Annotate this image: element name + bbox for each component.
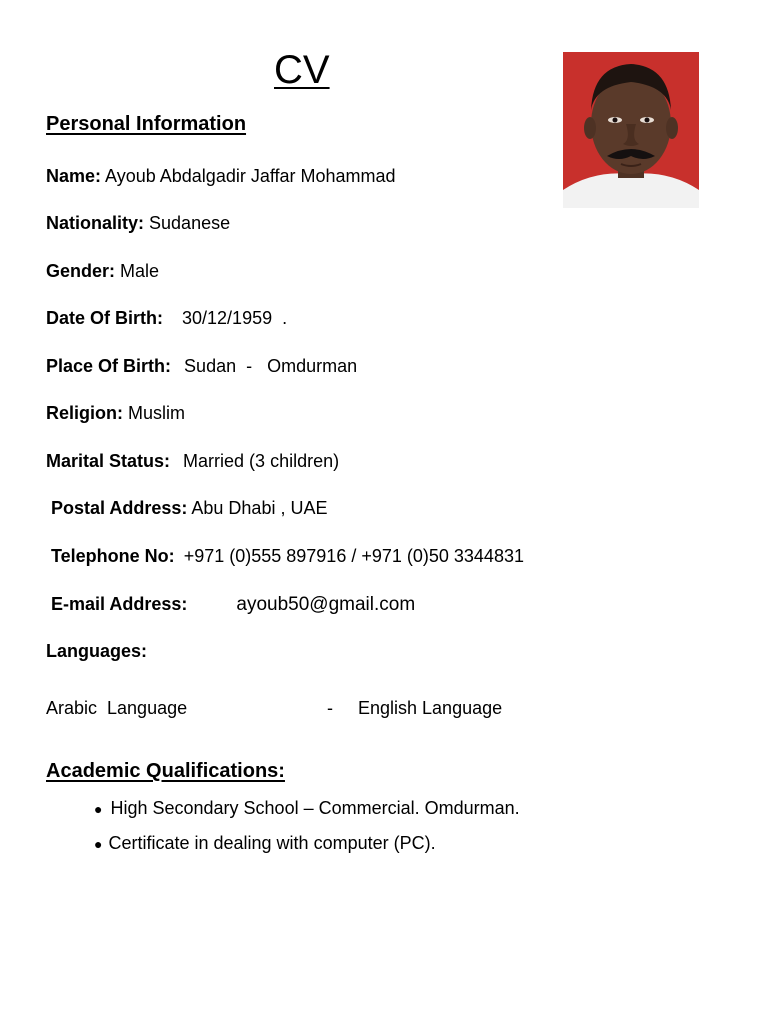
language-separator: - <box>327 698 333 718</box>
email-row <box>51 594 415 616</box>
pob-value: Sudan - Omdurman <box>184 356 358 376</box>
dob-value: 30/12/1959 . <box>182 308 288 328</box>
list-item <box>94 833 436 854</box>
nationality-value: Sudanese <box>149 213 231 233</box>
religion-row <box>46 403 185 424</box>
bullet-icon: ● <box>94 801 103 817</box>
bullet-icon: ● <box>94 836 103 852</box>
gender-row <box>46 261 159 282</box>
email-value[interactable]: ayoub50@gmail.com <box>236 594 416 615</box>
email-label: E-mail Address: <box>51 594 188 614</box>
name-value: Ayoub Abdalgadir Jaffar Mohammad <box>105 166 396 186</box>
name-label: Name: <box>46 166 102 186</box>
languages-label: Languages: <box>46 641 148 661</box>
portrait-image <box>563 52 699 208</box>
cv-title: CV <box>274 48 330 92</box>
postal-value: Abu Dhabi , UAE <box>191 498 328 518</box>
marital-label: Marital Status: <box>46 451 171 471</box>
profile-photo <box>563 52 699 208</box>
qualification-text: Certificate in dealing with computer (PC). <box>108 833 436 853</box>
personal-information-heading: Personal Information <box>46 113 247 135</box>
pob-label: Place Of Birth: <box>46 356 172 376</box>
academic-qualifications-heading: Academic Qualifications: <box>46 760 285 782</box>
postal-label: Postal Address: <box>51 498 188 518</box>
phone-label: Telephone No: <box>51 546 175 566</box>
language-arabic: Arabic Language <box>46 698 188 718</box>
dob-label: Date Of Birth: <box>46 308 163 328</box>
qualification-text: High Secondary School – Commercial. Omdurman. <box>110 798 520 818</box>
religion-value: Muslim <box>128 403 186 423</box>
pob-row <box>46 356 357 377</box>
dob-row <box>46 308 287 329</box>
nationality-row <box>46 213 230 234</box>
phone-value: +971 (0)555 897916 / +971 (0)50 3344831 <box>183 546 524 566</box>
nationality-label: Nationality: <box>46 213 145 233</box>
phone-row <box>51 546 524 567</box>
marital-value: Married (3 children) <box>183 451 340 471</box>
marital-row <box>46 451 339 472</box>
name-row <box>46 166 396 187</box>
language-english: English Language <box>358 698 503 718</box>
postal-row <box>51 498 327 519</box>
gender-label: Gender: <box>46 261 116 281</box>
religion-label: Religion: <box>46 403 123 423</box>
list-item <box>94 798 520 819</box>
gender-value: Male <box>120 261 160 281</box>
